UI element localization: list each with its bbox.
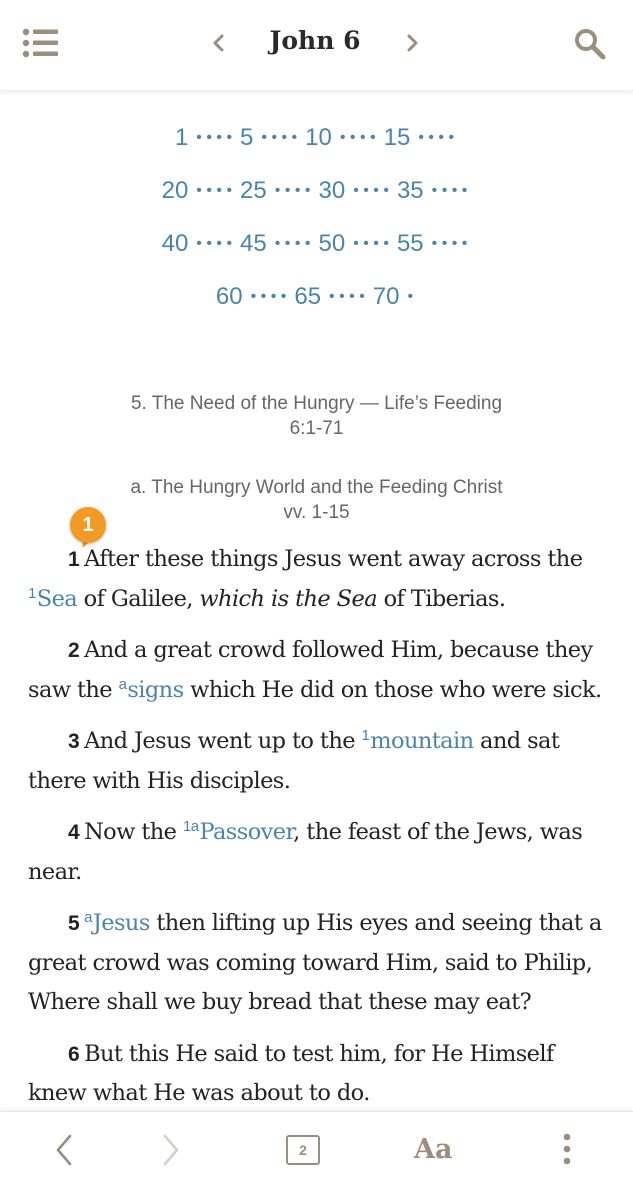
verse-text: of Galilee, bbox=[77, 585, 200, 612]
verse-dots: • • • • bbox=[261, 129, 298, 146]
chevron-right-icon bbox=[398, 26, 426, 60]
verse-dots: • • • • bbox=[329, 288, 365, 305]
verse-link[interactable]: 20 bbox=[161, 177, 189, 204]
verse-nav-row bbox=[0, 283, 633, 336]
verse-link[interactable]: 35 bbox=[396, 177, 424, 204]
verse-link[interactable]: 15 bbox=[383, 124, 411, 151]
verse-dots: • • • • bbox=[196, 182, 233, 199]
verse-dots: • • • • bbox=[274, 235, 311, 252]
outline-title: 5. The Need of the Hungry — Life’s Feeding bbox=[130, 393, 503, 414]
verse-link[interactable]: 1 bbox=[174, 124, 189, 151]
verse-nav-row bbox=[0, 230, 633, 283]
footnote-marker: 1a bbox=[182, 818, 199, 835]
verse-dots: • • • • bbox=[196, 129, 233, 146]
font-settings-button[interactable]: Aa bbox=[414, 1134, 453, 1165]
verse-nav-row bbox=[0, 177, 633, 230]
chevron-right-icon bbox=[156, 1130, 186, 1170]
verse-nav-row bbox=[0, 124, 633, 177]
previous-chapter-button[interactable] bbox=[205, 26, 233, 60]
list-icon[interactable] bbox=[22, 28, 60, 58]
verse-link[interactable]: 55 bbox=[396, 230, 424, 257]
verse-number: 5 bbox=[68, 912, 80, 935]
verse-number: 2 bbox=[68, 639, 80, 662]
verse-text: of Tiberias. bbox=[377, 585, 506, 612]
chevron-left-icon bbox=[205, 26, 233, 60]
outline-heading-1[interactable] bbox=[0, 391, 633, 441]
search-icon bbox=[572, 26, 608, 62]
footnote-word: Passover bbox=[199, 819, 294, 845]
footnote-word: Sea bbox=[36, 585, 78, 612]
verse-number: 6 bbox=[68, 1042, 80, 1066]
verse-link[interactable]: 65 bbox=[294, 283, 322, 310]
verse-dots: • • • • bbox=[339, 129, 376, 146]
verse-dots: • • • • bbox=[418, 129, 455, 146]
verse-dots: • • • • bbox=[353, 235, 389, 252]
verse[interactable] bbox=[28, 904, 608, 1023]
footnote-marker: 1 bbox=[28, 584, 36, 602]
footnote-word: mountain bbox=[370, 728, 474, 754]
footnote-link[interactable] bbox=[84, 910, 150, 936]
verse-text: And Jesus went up to the bbox=[84, 728, 362, 754]
footnote-link[interactable] bbox=[362, 728, 474, 754]
verse-dots: • • • • bbox=[250, 288, 287, 305]
search-button[interactable] bbox=[572, 26, 608, 62]
verse-text: and sat there with His disciples. bbox=[28, 728, 560, 794]
verse-text: , the feast of the Jews, was near. bbox=[28, 819, 583, 885]
verse[interactable] bbox=[28, 1035, 608, 1114]
back-button[interactable] bbox=[50, 1130, 80, 1170]
verse-number: 3 bbox=[68, 730, 80, 753]
tabs-count: 2 bbox=[286, 1135, 320, 1165]
footnote-link[interactable] bbox=[183, 819, 293, 845]
verse-link[interactable]: 40 bbox=[161, 230, 189, 257]
outline-reference: vv. 1-15 bbox=[283, 502, 350, 523]
forward-button[interactable] bbox=[156, 1130, 186, 1170]
next-chapter-button[interactable] bbox=[398, 26, 426, 60]
bottom-toolbar bbox=[0, 1111, 633, 1189]
verse-link[interactable]: 60 bbox=[215, 283, 243, 310]
chapter-title[interactable]: John 6 bbox=[269, 26, 361, 55]
verse[interactable] bbox=[28, 813, 608, 892]
chapter-content bbox=[28, 540, 608, 1126]
verse-link[interactable]: 30 bbox=[318, 177, 346, 204]
chevron-left-icon bbox=[50, 1130, 80, 1170]
outline-title: a. The Hungry World and the Feeding Christ bbox=[130, 477, 503, 498]
verse-dots: • • • • bbox=[274, 182, 311, 199]
verse-navigator bbox=[0, 124, 633, 336]
verse[interactable] bbox=[28, 540, 608, 619]
footnote-marker: a bbox=[84, 909, 92, 926]
top-bar bbox=[0, 0, 633, 91]
more-vertical-icon bbox=[556, 1130, 578, 1170]
verse-link[interactable]: 50 bbox=[318, 230, 346, 257]
verse-link[interactable]: 10 bbox=[305, 124, 332, 151]
footnote-link[interactable] bbox=[28, 586, 77, 612]
footnote-marker: a bbox=[118, 675, 127, 693]
verse-text: which He did on those who were sick. bbox=[183, 676, 602, 703]
verse-text: After these things Jesus went away across the bbox=[84, 546, 583, 572]
verse-text: And a great crowd followed Him, because they saw the bbox=[28, 637, 593, 703]
verse-link[interactable]: 5 bbox=[240, 124, 254, 151]
outline-reference: 6:1-71 bbox=[289, 418, 344, 439]
verse-number: 4 bbox=[68, 821, 80, 844]
tabs-button[interactable] bbox=[285, 1130, 321, 1170]
footnote-marker: 1 bbox=[361, 727, 370, 744]
verse-dots: • • • • bbox=[196, 235, 233, 252]
verse-dots: • • • • bbox=[431, 182, 468, 199]
verse-link[interactable]: 25 bbox=[240, 177, 267, 204]
verse-dots: • • • • bbox=[431, 235, 468, 252]
verse-text: then lifting up His eyes and seeing that a great crowd was coming toward Him, said to Philip, Where shall we buy bread that these may eat? bbox=[28, 910, 602, 1015]
verse-dots: • bbox=[407, 288, 414, 305]
verse-number: 1 bbox=[68, 548, 80, 571]
badge-count: 1 bbox=[70, 507, 106, 543]
footnote-word: Jesus bbox=[92, 910, 150, 936]
verse-dots: • • • • bbox=[353, 182, 389, 199]
footnote-word: signs bbox=[127, 676, 184, 703]
more-button[interactable] bbox=[556, 1130, 578, 1170]
verse[interactable] bbox=[28, 722, 608, 801]
verse-link[interactable]: 70 bbox=[372, 283, 400, 310]
verse-italic-text: which is the Sea bbox=[199, 585, 378, 612]
verse-text: Now the bbox=[84, 819, 183, 845]
verse-text: But this He said to test him, for He Himself knew what He was about to do. bbox=[28, 1040, 554, 1106]
verse-link[interactable]: 45 bbox=[240, 230, 267, 257]
footnote-link[interactable] bbox=[119, 677, 184, 703]
verse[interactable] bbox=[28, 631, 608, 710]
